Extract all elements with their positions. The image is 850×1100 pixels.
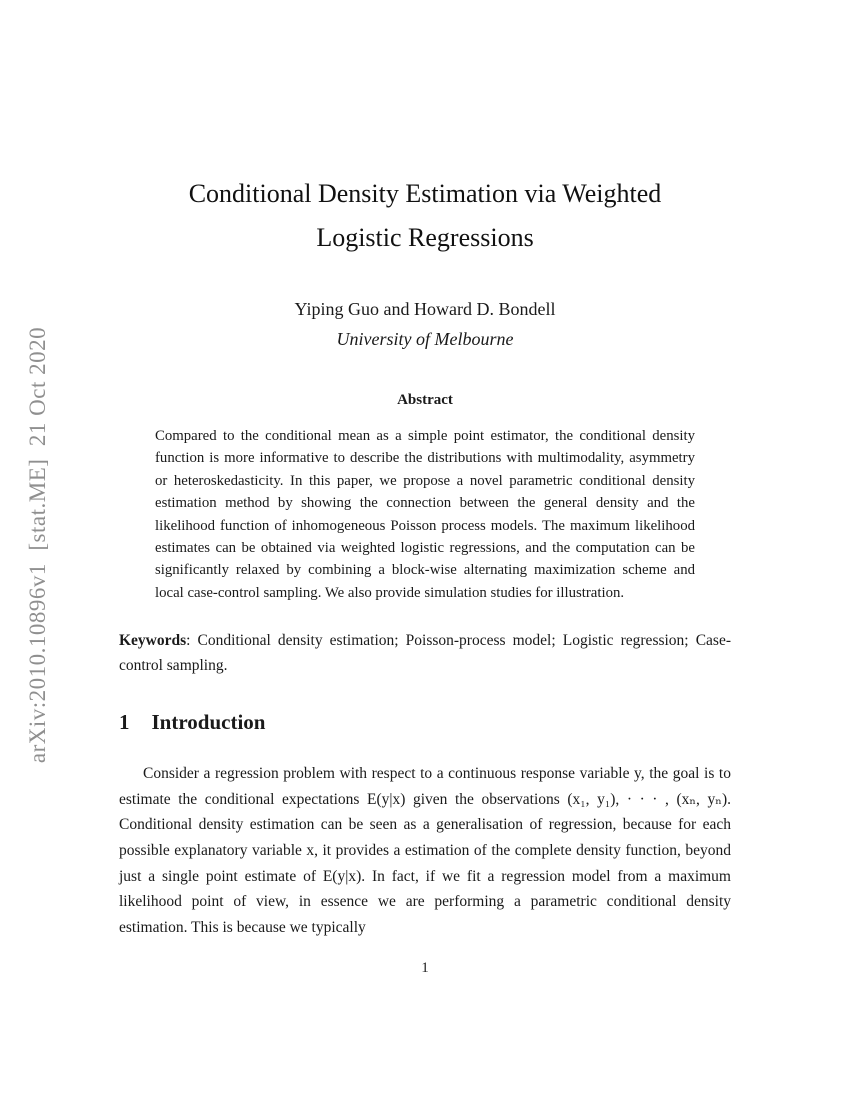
abstract-heading: Abstract: [397, 392, 453, 408]
paper-title-line-1: Conditional Density Estimation via Weighted: [188, 179, 662, 208]
introduction-paragraph: Consider a regression problem with respect to a continuous response variable y, the goal is to estimate the conditional expectations E(y|x) given the observations (x₁, y₁), · · · , (xₙ, yₙ). Conditional density estimation can be seen as a generalisation of regression, because for each possible explanatory variable x, it provides a estimation of the complete density function, beyond just a single point estimate of E(y|x). In fact, if we fit a regression model from a maximum likelihood point of view, in essence we are performing a parametric conditional density estimation. This is because we typically: [119, 765, 731, 936]
paper-title: [119, 172, 731, 260]
page-number: 1: [421, 960, 429, 976]
section-number: 1: [119, 710, 130, 735]
section-title: Introduction: [151, 710, 266, 735]
paper-title-line-2: Logistic Regressions: [316, 223, 534, 252]
arxiv-watermark: arXiv:2010.10896v1 [stat.ME] 21 Oct 2020: [25, 326, 50, 764]
paper-content: [119, 0, 731, 940]
keywords-label: Keywords: [119, 632, 187, 650]
abstract-body: Compared to the conditional mean as a simple point estimator, the conditional density function is more informative to describe the distributions with multimodality, asymmetry or heteroskedasticity. In this paper, we propose a novel parametric conditional density estimation method by showing the connection between the general density and the likelihood function of inhomogeneous Poisson process models. The maximum likelihood estimates can be obtained via weighted logistic regressions, and the computation can be significantly relaxed by combining a block-wise alternating maximization scheme and local case-control sampling. We also provide simulation studies for illustration.: [155, 428, 695, 601]
section-heading-introduction: [119, 710, 731, 735]
keywords: [119, 628, 731, 678]
authors: Yiping Guo and Howard D. Bondell: [294, 299, 556, 319]
keywords-text: : Conditional density estimation; Poisson-process model; Logistic regression; Case-control sampling.: [119, 632, 731, 675]
affiliation: University of Melbourne: [336, 329, 514, 349]
